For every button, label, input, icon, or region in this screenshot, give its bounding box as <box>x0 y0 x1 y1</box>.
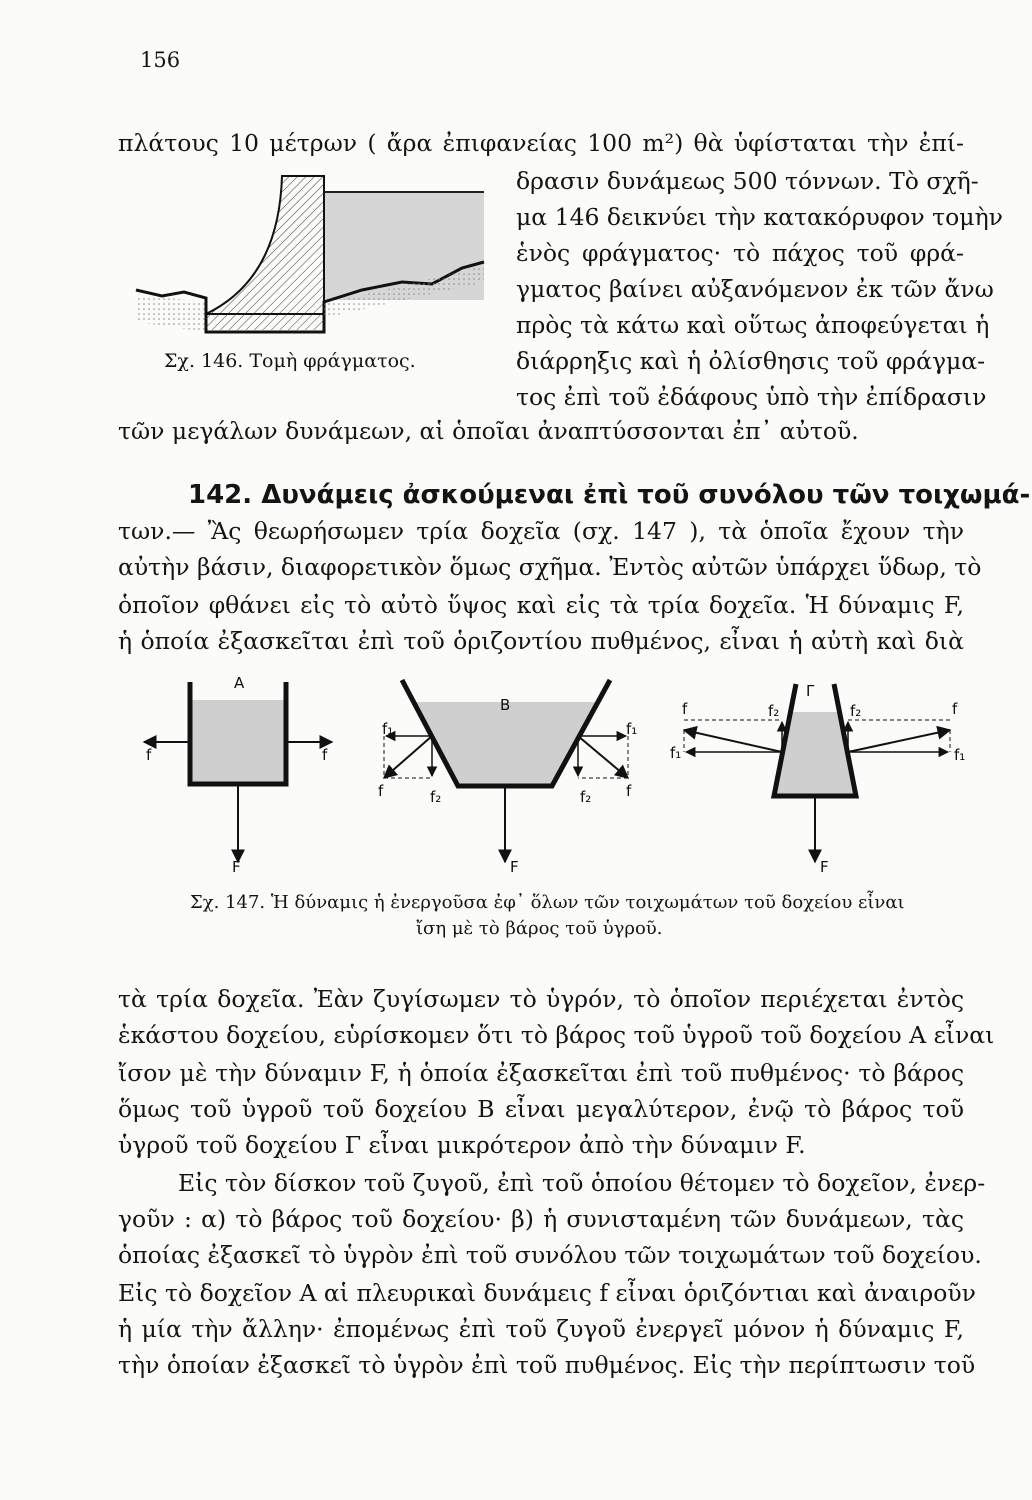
force-f2-label: f₂ <box>580 788 592 806</box>
vessel-g-label: Γ <box>806 682 815 700</box>
section-heading <box>188 480 1030 510</box>
intro-wrap-line: μα 146 δεικνύει τὴν κατακόρυφον τομὴν <box>516 203 1003 231</box>
force-f2-label: f₂ <box>430 788 442 806</box>
vessel-g <box>670 682 965 876</box>
section-number: 142. <box>188 480 253 510</box>
intro-wrap-line: διάρρηξις καὶ ἡ ὀλίσθησις τοῦ φράγμα- <box>516 347 986 375</box>
force-f-label: f <box>952 700 958 718</box>
section-line: των.— Ἂς θεωρήσωμεν τρία δοχεῖα (σχ. 147 ), τὰ ὁποῖα ἔχουν τὴν <box>118 517 964 545</box>
force-f-label: f <box>626 782 632 800</box>
vessel-b-force-left <box>384 736 432 778</box>
force-f2-label: f₂ <box>850 702 862 720</box>
force-F-label: F <box>510 858 519 876</box>
intro-wrap-line: δρασιν δυνάμεως 500 τόννων. Τὸ σχῆ- <box>516 167 979 195</box>
intro-wrap-line: γματος βαίνει αὐξανόμενον ἐκ τῶν ἄνω <box>516 275 994 303</box>
intro-wrap-line: πρὸς τὰ κάτω καὶ οὕτως ἀποφεύγεται ἡ <box>516 311 990 339</box>
intro-wrap-line: τος ἐπὶ τοῦ ἐδάφους ὑπὸ τὴν ἐπίδρασιν <box>516 383 987 411</box>
force-f1-label: f₁ <box>954 746 966 764</box>
body-line: τὰ τρία δοχεῖα. Ἐὰν ζυγίσωμεν τὸ ὑγρόν, τὸ ὁποῖον περιέχεται ἐντὸς <box>118 985 964 1013</box>
dam-body <box>206 176 324 314</box>
figure-147-caption-line-1: Σχ. 147. Ἡ δύναμις ἡ ἐνεργοῦσα ἐφ᾽ ὅλων τῶν τοιχωμάτων τοῦ δοχείου εἶναι <box>190 892 905 913</box>
body-line: γοῦν : α) τὸ βάρος τοῦ δοχείου· β) ἡ συνισταμένη τῶν δυνάμεων, τὰς <box>118 1205 964 1233</box>
page-number: 156 <box>140 48 181 72</box>
body-line: Εἰς τὸν δίσκον τοῦ ζυγοῦ, ἐπὶ τοῦ ὁποίου θέτομεν τὸ δοχεῖον, ἐνερ- <box>178 1169 986 1197</box>
force-F-label: F <box>820 858 829 876</box>
body-line: ἑκάστου δοχείου, εὑρίσκομεν ὅτι τὸ βάρος τοῦ ὑγροῦ τοῦ δοχείου A εἶναι <box>118 1021 995 1049</box>
vessel-g-force-left <box>684 730 782 752</box>
body-line: τὴν ὁποίαν ἐξασκεῖ τὸ ὑγρὸν ἐπὶ τοῦ πυθμένος. Εἰς τὴν περίπτωσιν τοῦ <box>118 1351 976 1379</box>
vessel-g-force-right <box>848 730 950 752</box>
section-line: ὁποῖον φθάνει εἰς τὸ αὐτὸ ὕψος καὶ εἰς τὰ τρία δοχεῖα. Ἡ δύναμις F, <box>118 591 964 619</box>
intro-last-line: τῶν μεγάλων δυνάμεων, αἱ ὁποῖαι ἀναπτύσσονται ἐπ᾽ αὐτοῦ. <box>118 417 859 445</box>
dam-figure <box>132 172 492 352</box>
vessel-b-water <box>414 702 596 784</box>
section-title: Δυνάμεις ἀσκούμεναι ἐπὶ τοῦ συνόλου τῶν τοιχωμά- <box>261 480 1031 510</box>
force-f-label: f <box>146 746 152 764</box>
body-line: ὅμως τοῦ ὑγροῦ τοῦ δοχείου B εἶναι μεγαλύτερον, ἐνῷ τὸ βάρος τοῦ <box>118 1095 964 1123</box>
figure-146-caption: Σχ. 146. Τομὴ φράγματος. <box>164 350 416 372</box>
intro-line-1: πλάτους 10 μέτρων ( ἄρα ἐπιφανείας 100 m²) θὰ ὑφίσταται τὴν ἐπί- <box>118 129 964 157</box>
vessel-b-force-right <box>578 736 628 778</box>
vessel-a <box>144 674 332 876</box>
vessel-b <box>378 680 637 876</box>
body-line: ἡ μία τὴν ἄλλην· ἐπομένως ἐπὶ τοῦ ζυγοῦ ἐνεργεῖ μόνον ἡ δύναμις F, <box>118 1315 964 1343</box>
ground-hatch <box>206 314 324 330</box>
force-f-label: f <box>322 746 328 764</box>
vessel-b-label: B <box>500 696 511 714</box>
force-f1-label: f₁ <box>670 744 682 762</box>
vessels-figure <box>132 672 992 882</box>
vessel-a-water <box>192 700 284 782</box>
intro-wrap-line: ἑνὸς φράγματος· τὸ πάχος τοῦ φρά- <box>516 239 964 267</box>
force-F-label: F <box>232 858 241 876</box>
body-line: Εἰς τὸ δοχεῖον A αἱ πλευρικαὶ δυνάμεις f εἶναι ὁριζόντιαι καὶ ἀναιροῦν <box>118 1279 976 1307</box>
force-f-label: f <box>682 700 688 718</box>
body-line: ἴσον μὲ τὴν δύναμιν F, ἡ ὁποία ἐξασκεῖται ἐπὶ τοῦ πυθμένος· τὸ βάρος <box>118 1059 964 1087</box>
force-f2-label: f₂ <box>768 702 780 720</box>
force-f1-label: f₁ <box>382 720 394 738</box>
body-line: ὁποίας ἐξασκεῖ τὸ ὑγρὸν ἐπὶ τοῦ συνόλου τῶν τοιχωμάτων τοῦ δοχείου. <box>118 1241 982 1269</box>
vessel-a-label: A <box>234 674 245 692</box>
section-line: αὐτὴν βάσιν, διαφορετικὸν ὅμως σχῆμα. Ἐντὸς αὐτῶν ὑπάρχει ὕδωρ, τὸ <box>118 553 982 581</box>
force-f-label: f <box>378 782 384 800</box>
figure-147-caption-line-2: ἴση μὲ τὸ βάρος τοῦ ὑγροῦ. <box>416 918 663 939</box>
section-line: ἡ ὁποία ἐξασκεῖται ἐπὶ τοῦ ὁριζοντίου πυθμένος, εἶναι ἡ αὐτὴ καὶ διὰ <box>118 627 964 655</box>
force-f1-label: f₁ <box>626 720 638 738</box>
body-line: ὑγροῦ τοῦ δοχείου Γ εἶναι μικρότερον ἀπὸ τὴν δύναμιν F. <box>118 1131 806 1159</box>
